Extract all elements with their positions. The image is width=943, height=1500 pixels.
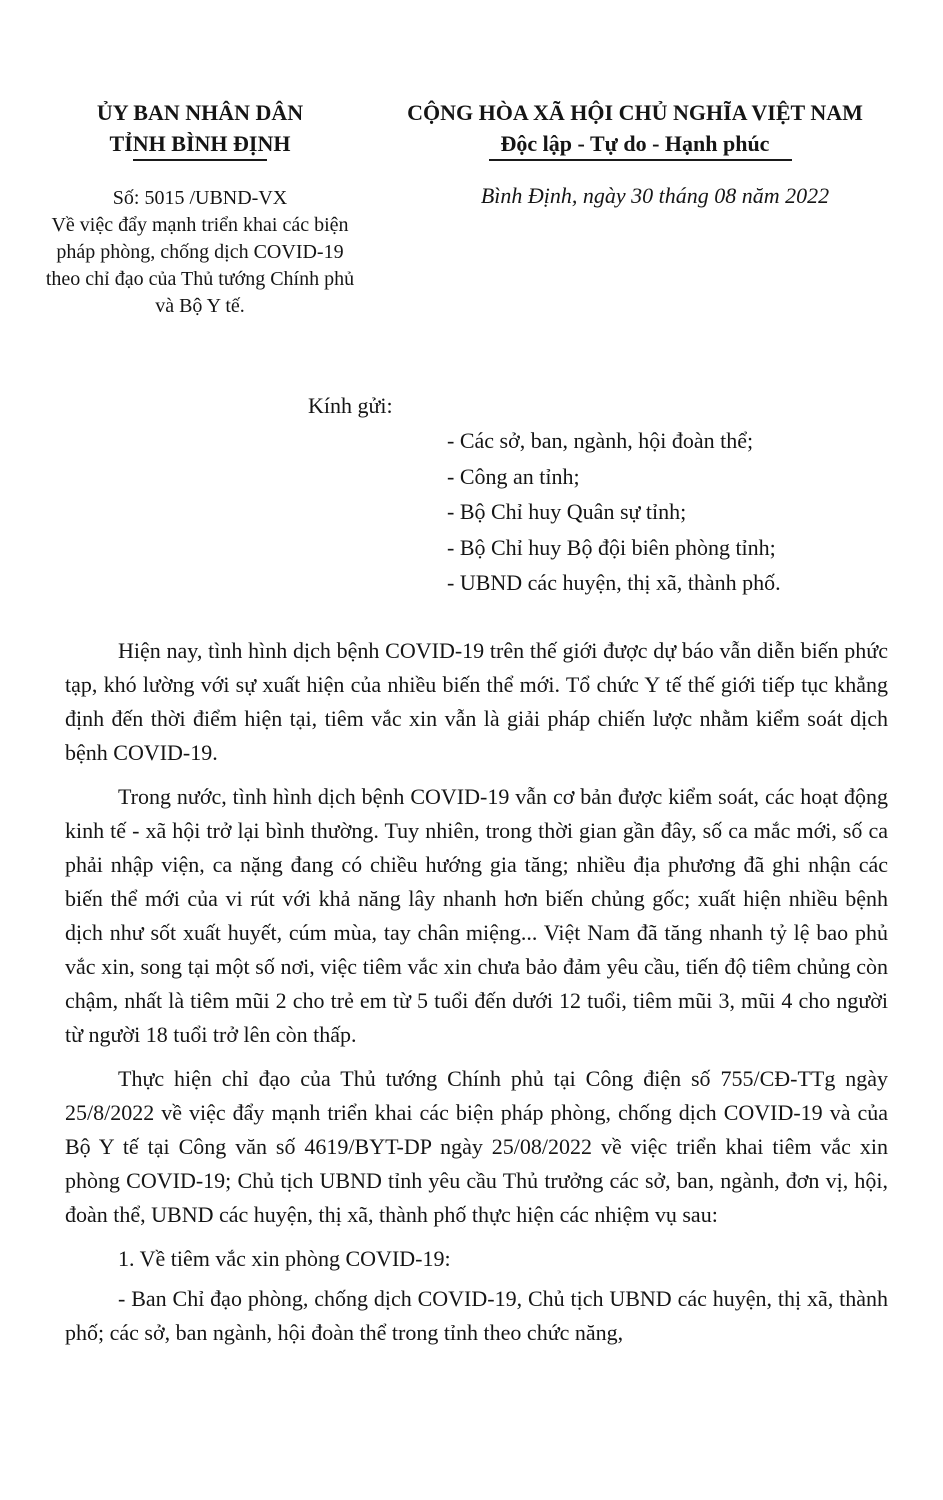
recipient-item: - Công an tỉnh; [447, 463, 580, 489]
issuing-authority [60, 97, 340, 159]
nation-line-2: Độc lập - Tự do - Hạnh phúc [500, 131, 770, 156]
document-body [65, 634, 888, 1360]
section-heading: 1. Về tiêm vắc xin phòng COVID-19: [118, 1246, 451, 1271]
motto-underline [489, 159, 792, 161]
recipient-item: - Các sở, ban, ngành, hội đoàn thể; [447, 428, 754, 453]
recipient-item: - UBND các huyện, thị xã, thành phố. [447, 570, 781, 595]
org-line-1: ỦY BAN NHÂN DÂN [96, 100, 304, 125]
body-paragraph: - Ban Chỉ đạo phòng, chống dịch COVID-19, Chủ tịch UBND các huyện, thị xã, thành phố; các sở, ban ngành, hội đoàn thể trong tỉnh theo chức năng, [65, 1286, 888, 1345]
addressee-label: Kính gửi: [308, 393, 393, 418]
date-place: Bình Định, ngày 30 tháng 08 năm 2022 [480, 183, 830, 208]
recipient-list [447, 423, 781, 601]
national-motto [375, 97, 895, 159]
org-line-2: TỈNH BÌNH ĐỊNH [109, 131, 291, 156]
nation-line-1: CỘNG HÒA XÃ HỘI CHỦ NGHĨA VIỆT NAM [407, 100, 863, 125]
document-number: Số: 5015 /UBND-VX [112, 187, 288, 209]
body-paragraph: Hiện nay, tình hình dịch bệnh COVID-19 trên thế giới được dự báo vẫn diễn biến phức tạp, khó lường với sự xuất hiện của nhiều biến thể mới. Tổ chức Y tế thế giới tiếp tục khẳng định đến thời điểm hiện tại, tiêm vắc xin vẫn là giải pháp chiến lược nhằm kiểm soát dịch bệnh COVID-19. [65, 638, 888, 765]
org-underline [133, 159, 267, 161]
document-subject: Về việc đẩy mạnh triển khai các biện pháp phòng, chống dịch COVID-19 theo chỉ đạo của Thủ tướng Chính phủ và Bộ Y tế. [45, 214, 355, 317]
body-paragraph: Trong nước, tình hình dịch bệnh COVID-19 vẫn cơ bản được kiểm soát, các hoạt động kinh tế - xã hội trở lại bình thường. Tuy nhiên, trong thời gian gần đây, số ca mắc mới, số ca phải nhập viện, ca nặng đang có chiều hướng gia tăng; nhiều địa phương đã ghi nhận các biến thể mới của vi rút với khả năng lây nhanh hơn biến chủng gốc; xuất hiện nhiều bệnh dịch như sốt xuất huyết, cúm mùa, tay chân miệng... Việt Nam đã tăng nhanh tỷ lệ bao phủ vắc xin, song tại một số nơi, việc tiêm vắc xin chưa bảo đảm yêu cầu, tiến độ tiêm chủng còn chậm, nhất là tiêm mũi 2 cho trẻ em từ 5 tuổi đến dưới 12 tuổi, tiêm mũi 3, mũi 4 cho người từ người 18 tuổi trở lên còn thấp. [65, 784, 888, 1047]
body-paragraph: Thực hiện chỉ đạo của Thủ tướng Chính phủ tại Công điện số 755/CĐ-TTg ngày 25/8/2022 về việc đẩy mạnh triển khai các biện pháp phòng, chống dịch COVID-19 và của Bộ Y tế tại Công văn số 4619/BYT-DP ngày 25/08/2022 về việc triển khai tiêm vắc xin phòng COVID-19; Chủ tịch UBND tỉnh yêu cầu Thủ trưởng các sở, ban, ngành, đơn vị, hội, đoàn thể, UBND các huyện, thị xã, thành phố thực hiện các nhiệm vụ sau: [65, 1066, 888, 1227]
recipient-item: - Bộ Chỉ huy Bộ đội biên phòng tỉnh; [447, 534, 776, 560]
recipient-item: - Bộ Chỉ huy Quân sự tỉnh; [447, 499, 687, 524]
